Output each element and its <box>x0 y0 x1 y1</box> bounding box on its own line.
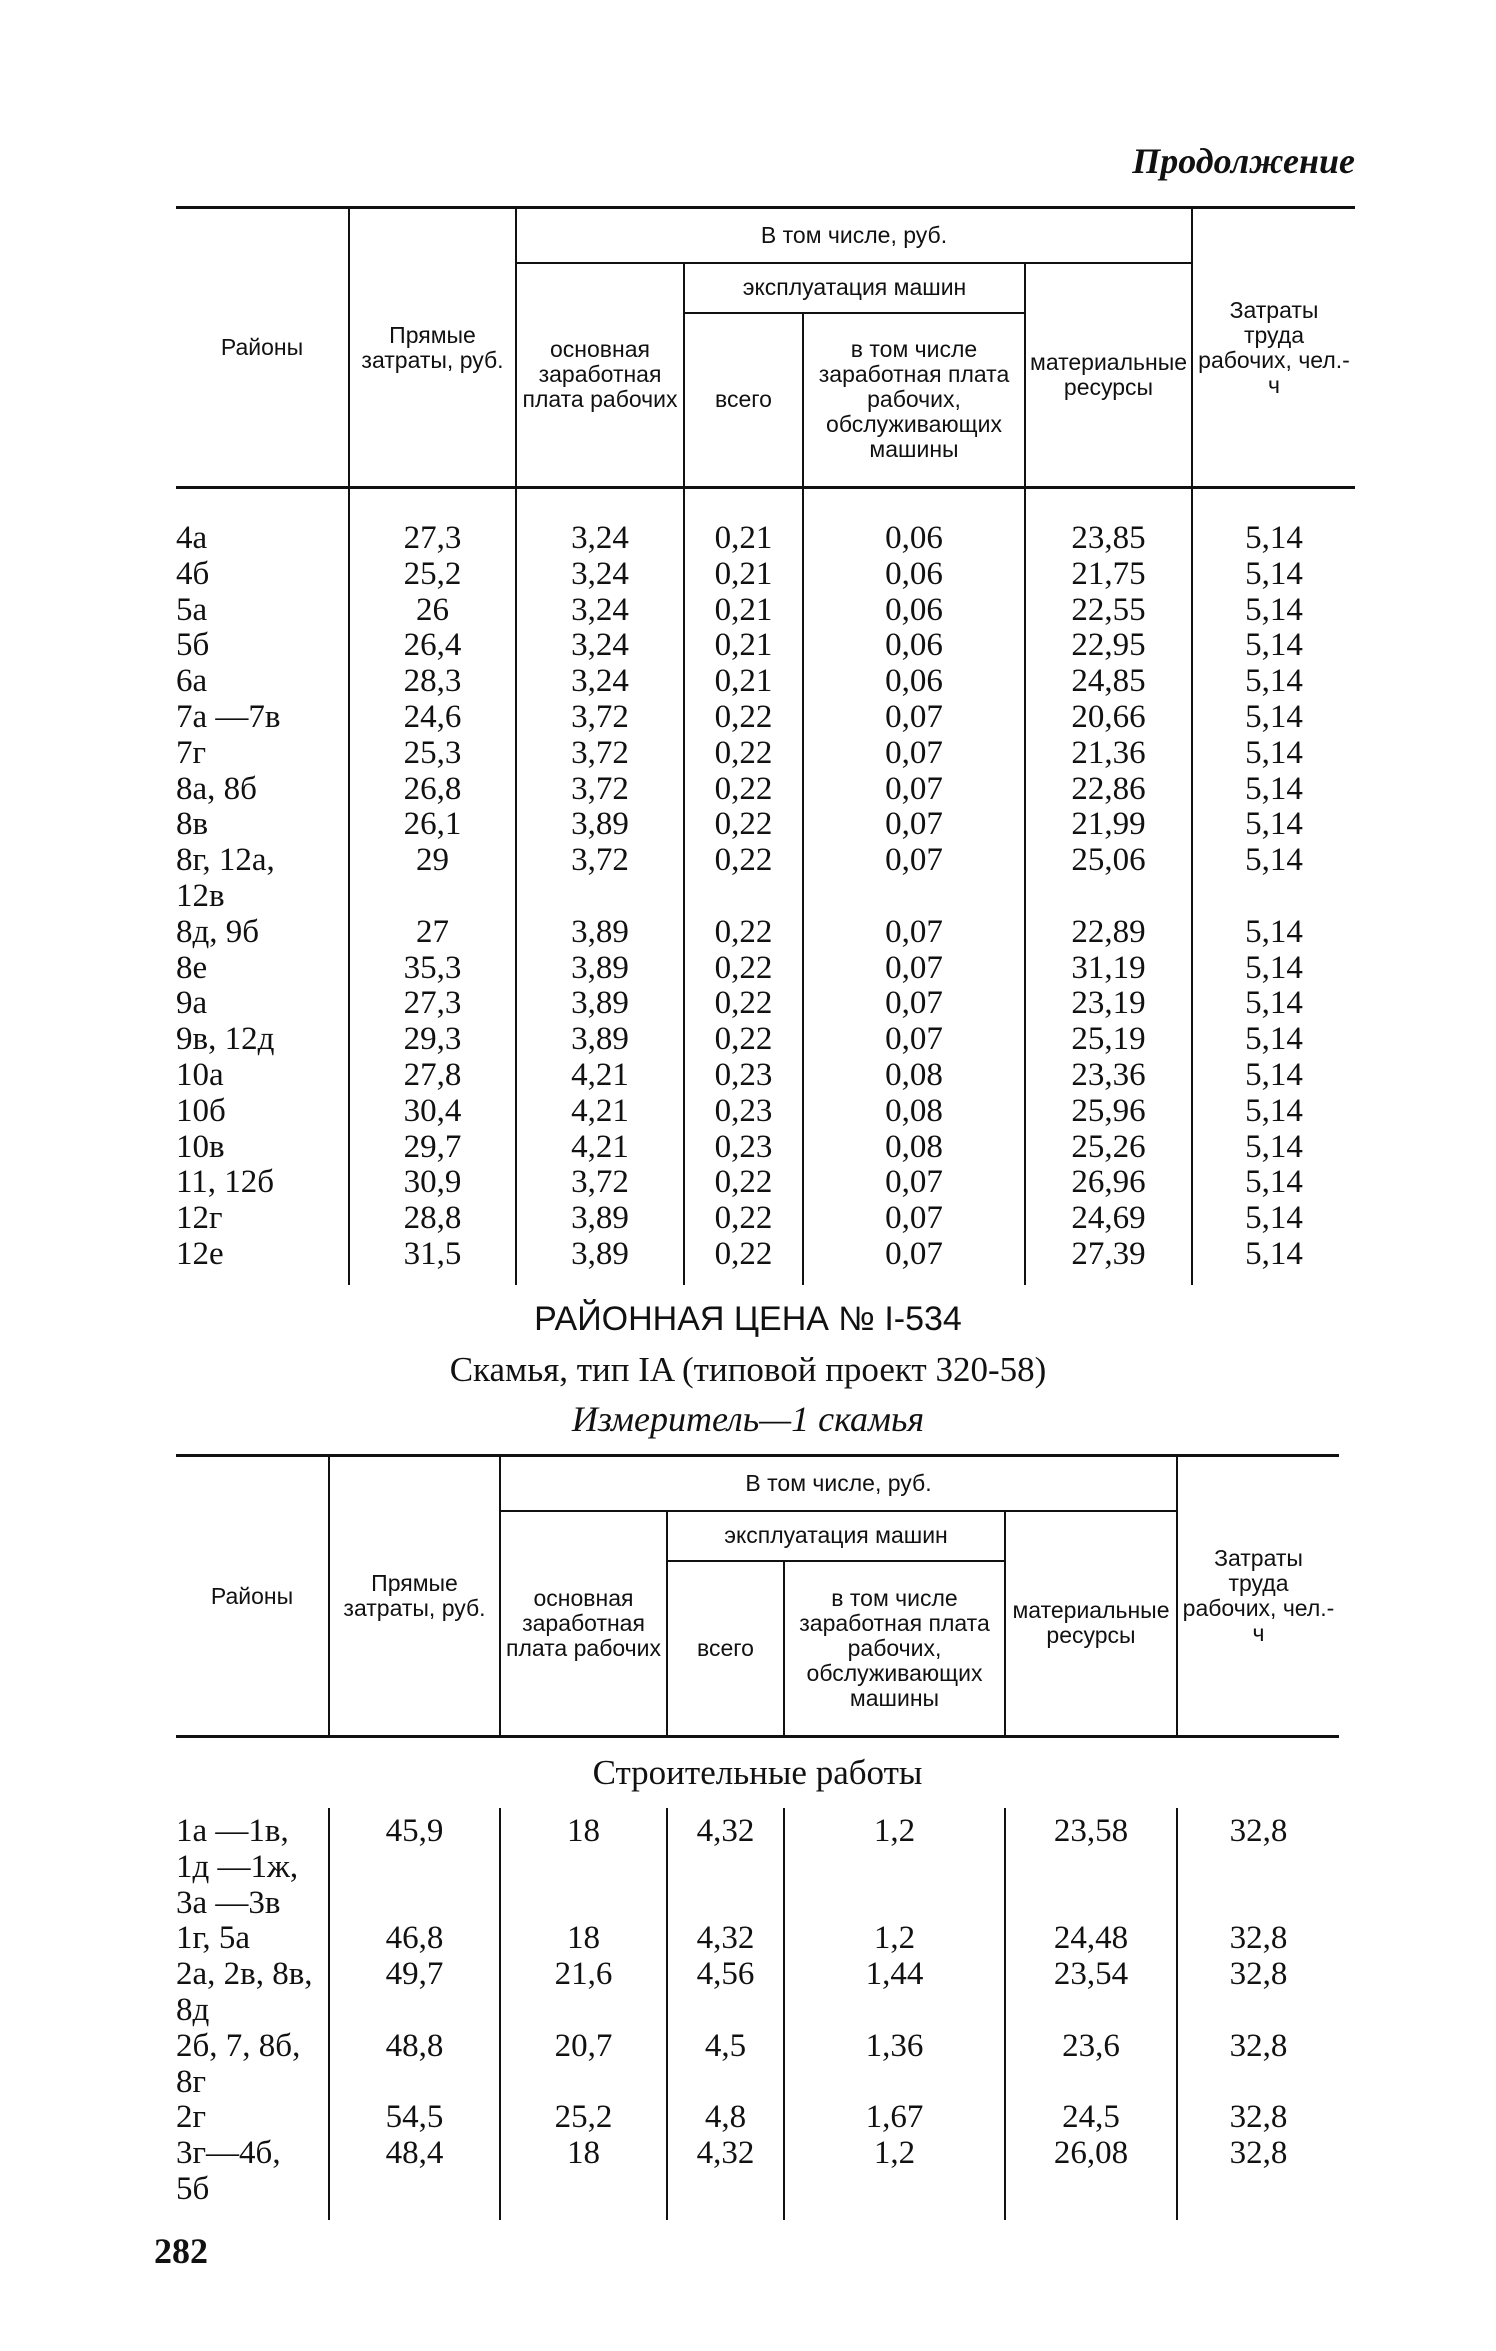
header-incl: В том числе, руб. <box>516 208 1192 263</box>
mach-cell: 0,22 <box>684 807 803 843</box>
item-name: Скамья, тип IA (типовой проект 320-58) <box>449 1350 1047 1389</box>
labor-cell: 5,14 <box>1192 986 1355 1022</box>
header-machines: эксплуатация машин <box>684 263 1025 313</box>
direct-cell: 27,8 <box>349 1058 516 1094</box>
direct-cell: 25,2 <box>349 557 516 593</box>
district-cell: 8а, 8б <box>176 770 257 807</box>
direct-cell: 29,3 <box>349 1022 516 1058</box>
direct-cell: 27 <box>349 915 516 951</box>
mach-wage-cell: 1,2 <box>784 2136 1005 2208</box>
direct-cell: 26,1 <box>349 807 516 843</box>
mat-cell: 24,69 <box>1025 1201 1192 1237</box>
mat-cell: 20,66 <box>1025 700 1192 736</box>
wage-cell: 3,72 <box>516 700 684 736</box>
labor-cell: 5,14 <box>1192 628 1355 664</box>
table-row <box>176 736 1355 772</box>
district-cell: 1г, 5а <box>176 1920 250 1957</box>
table-row <box>176 1237 1355 1273</box>
mach-wage-cell: 0,07 <box>803 1022 1025 1058</box>
spacer-cell <box>176 1273 349 1285</box>
table-row <box>176 772 1355 808</box>
mach-cell: 0,21 <box>684 521 803 557</box>
header-machines-wage: в том числе заработная плата рабочих, обслуживающих машины <box>803 313 1025 488</box>
direct-cell: 27,3 <box>349 521 516 557</box>
mach-cell: 0,22 <box>684 843 803 915</box>
district-cell: 8в <box>176 806 209 843</box>
labor-cell: 5,14 <box>1192 700 1355 736</box>
wage-cell: 21,6 <box>500 1957 667 2029</box>
mat-cell: 21,99 <box>1025 807 1192 843</box>
header-base-wage: основная заработная плата рабочих <box>516 263 684 488</box>
spacer-cell <box>684 488 803 522</box>
labor-cell: 5,14 <box>1192 915 1355 951</box>
labor-cell: 5,14 <box>1192 1237 1355 1273</box>
district-cell: 5б <box>176 627 210 664</box>
header-districts: Районы <box>176 208 349 488</box>
mach-cell: 0,22 <box>684 1165 803 1201</box>
mat-cell: 23,85 <box>1025 521 1192 557</box>
mach-wage-cell: 0,06 <box>803 664 1025 700</box>
mat-cell: 24,5 <box>1005 2100 1177 2136</box>
price-code: РАЙОННАЯ ЦЕНА № I-534 <box>534 1300 962 1338</box>
spacer-cell <box>516 1273 684 1285</box>
mach-wage-cell: 0,07 <box>803 1237 1025 1273</box>
wage-cell: 4,21 <box>516 1058 684 1094</box>
continuation-label: Продолжение <box>1132 141 1355 181</box>
mat-cell: 25,26 <box>1025 1130 1192 1166</box>
table-row <box>176 1022 1355 1058</box>
direct-cell: 45,9 <box>329 1814 500 1921</box>
header-labor: Затраты труда рабочих, чел.-ч <box>1192 208 1355 488</box>
header-districts: Районы <box>176 1456 329 1737</box>
mach-cell: 4,32 <box>667 2136 784 2208</box>
mat-cell: 25,96 <box>1025 1094 1192 1130</box>
wage-cell: 3,72 <box>516 772 684 808</box>
direct-cell: 25,3 <box>349 736 516 772</box>
labor-cell: 32,8 <box>1177 1814 1339 1921</box>
district-cell: 8г, 12а, 12в <box>176 842 275 914</box>
table-row <box>176 593 1355 629</box>
mach-wage-cell: 0,07 <box>803 843 1025 915</box>
wage-cell: 20,7 <box>500 2029 667 2101</box>
table-row <box>176 1130 1355 1166</box>
spacer-cell <box>500 2208 667 2220</box>
mach-cell: 0,22 <box>684 700 803 736</box>
spacer-cell <box>329 2208 500 2220</box>
wage-cell: 3,89 <box>516 986 684 1022</box>
mach-wage-cell: 0,07 <box>803 700 1025 736</box>
district-cell: 1а —1в, 1д —1ж, 3а —3в <box>176 1813 299 1921</box>
mach-wage-cell: 0,07 <box>803 1201 1025 1237</box>
header-machines-total: всего <box>667 1561 784 1737</box>
district-cell: 10в <box>176 1128 225 1165</box>
table-row <box>176 915 1355 951</box>
price-table-i534 <box>176 1454 1339 2220</box>
table-row <box>176 1094 1355 1130</box>
direct-cell: 35,3 <box>349 951 516 987</box>
mach-cell: 0,23 <box>684 1058 803 1094</box>
district-cell: 12е <box>176 1235 224 1272</box>
labor-cell: 5,14 <box>1192 807 1355 843</box>
labor-cell: 5,14 <box>1192 1201 1355 1237</box>
direct-cell: 26,8 <box>349 772 516 808</box>
mat-cell: 26,96 <box>1025 1165 1192 1201</box>
table-row <box>176 2136 1339 2208</box>
header-incl: В том числе, руб. <box>500 1456 1177 1511</box>
table-row <box>176 1921 1339 1957</box>
header-machines-wage: в том числе заработная плата рабочих, обслуживающих машины <box>784 1561 1005 1737</box>
spacer-cell <box>784 2208 1005 2220</box>
spacer-cell <box>1005 2208 1177 2220</box>
table-row <box>176 557 1355 593</box>
labor-cell: 32,8 <box>1177 1957 1339 2029</box>
labor-cell: 5,14 <box>1192 1130 1355 1166</box>
district-cell: 9в, 12д <box>176 1021 275 1058</box>
direct-cell: 29,7 <box>349 1130 516 1166</box>
mat-cell: 23,19 <box>1025 986 1192 1022</box>
table-row <box>176 1058 1355 1094</box>
spacer-cell <box>1192 488 1355 522</box>
district-cell: 10б <box>176 1092 226 1129</box>
wage-cell: 3,89 <box>516 1201 684 1237</box>
mat-cell: 24,85 <box>1025 664 1192 700</box>
spacer-cell <box>803 488 1025 522</box>
page-number: 282 <box>154 2231 208 2271</box>
wage-cell: 3,72 <box>516 736 684 772</box>
table-row <box>176 951 1355 987</box>
mach-cell: 0,22 <box>684 1022 803 1058</box>
mat-cell: 31,19 <box>1025 951 1192 987</box>
mach-cell: 0,23 <box>684 1094 803 1130</box>
mat-cell: 21,75 <box>1025 557 1192 593</box>
district-cell: 4а <box>176 520 208 556</box>
table-row <box>176 807 1355 843</box>
labor-cell: 5,14 <box>1192 1022 1355 1058</box>
wage-cell: 4,21 <box>516 1130 684 1166</box>
wage-cell: 3,89 <box>516 1022 684 1058</box>
mat-cell: 21,36 <box>1025 736 1192 772</box>
labor-cell: 32,8 <box>1177 1921 1339 1957</box>
table-row <box>176 986 1355 1022</box>
mach-wage-cell: 0,07 <box>803 807 1025 843</box>
labor-cell: 5,14 <box>1192 664 1355 700</box>
spacer-cell <box>1192 1273 1355 1285</box>
district-cell: 12г <box>176 1200 223 1237</box>
table-row <box>176 1957 1339 2029</box>
mach-wage-cell: 0,08 <box>803 1058 1025 1094</box>
labor-cell: 5,14 <box>1192 951 1355 987</box>
wage-cell: 25,2 <box>500 2100 667 2136</box>
wage-cell: 3,72 <box>516 843 684 915</box>
table-row <box>176 700 1355 736</box>
mach-cell: 4,32 <box>667 1921 784 1957</box>
direct-cell: 49,7 <box>329 1957 500 2029</box>
labor-cell: 32,8 <box>1177 2100 1339 2136</box>
mach-cell: 0,23 <box>684 1130 803 1166</box>
district-cell: 6а <box>176 663 208 700</box>
direct-cell: 26,4 <box>349 628 516 664</box>
mach-wage-cell: 0,06 <box>803 557 1025 593</box>
spacer-cell <box>1025 1273 1192 1285</box>
wage-cell: 3,24 <box>516 628 684 664</box>
direct-cell: 48,4 <box>329 2136 500 2208</box>
table-row <box>176 1201 1355 1237</box>
district-cell: 11, 12б <box>176 1164 275 1201</box>
district-cell: 8д, 9б <box>176 913 260 950</box>
wage-cell: 18 <box>500 1814 667 1921</box>
labor-cell: 5,14 <box>1192 1094 1355 1130</box>
district-cell: 2а, 2в, 8в, 8д <box>176 1956 313 2028</box>
direct-cell: 24,6 <box>349 700 516 736</box>
mat-cell: 22,95 <box>1025 628 1192 664</box>
spacer-cell <box>516 488 684 522</box>
labor-cell: 5,14 <box>1192 843 1355 915</box>
district-cell: 5а <box>176 591 208 628</box>
spacer-cell <box>667 2208 784 2220</box>
direct-cell: 46,8 <box>329 1921 500 1957</box>
district-cell: 8е <box>176 949 208 986</box>
wage-cell: 3,24 <box>516 557 684 593</box>
mach-cell: 0,21 <box>684 557 803 593</box>
mach-cell: 0,22 <box>684 736 803 772</box>
direct-cell: 31,5 <box>349 1237 516 1273</box>
spacer-cell <box>349 488 516 522</box>
mach-wage-cell: 0,07 <box>803 772 1025 808</box>
mach-wage-cell: 0,07 <box>803 986 1025 1022</box>
mach-wage-cell: 0,07 <box>803 736 1025 772</box>
mach-wage-cell: 0,07 <box>803 1165 1025 1201</box>
mach-wage-cell: 0,07 <box>803 951 1025 987</box>
district-cell: 2б, 7, 8б, 8г <box>176 2027 301 2100</box>
mach-cell: 0,22 <box>684 1237 803 1273</box>
district-cell: 7г <box>176 734 207 771</box>
wage-cell: 3,24 <box>516 664 684 700</box>
mat-cell: 24,48 <box>1005 1921 1177 1957</box>
mach-cell: 4,32 <box>667 1814 784 1921</box>
district-cell: 3г—4б, 5б <box>176 2135 281 2207</box>
direct-cell: 48,8 <box>329 2029 500 2101</box>
mach-cell: 0,22 <box>684 915 803 951</box>
wage-cell: 3,72 <box>516 1165 684 1201</box>
measurement-unit: Измеритель—1 скамья <box>571 1399 925 1439</box>
spacer-cell <box>349 1273 516 1285</box>
mach-cell: 0,22 <box>684 1201 803 1237</box>
mach-cell: 0,22 <box>684 951 803 987</box>
mach-wage-cell: 1,44 <box>784 1957 1005 2029</box>
header-materials: материальные ресурсы <box>1005 1511 1177 1737</box>
mach-wage-cell: 1,67 <box>784 2100 1005 2136</box>
spacer-cell <box>684 1273 803 1285</box>
mat-cell: 27,39 <box>1025 1237 1192 1273</box>
mat-cell: 25,19 <box>1025 1022 1192 1058</box>
mach-wage-cell: 0,08 <box>803 1130 1025 1166</box>
table-row <box>176 1165 1355 1201</box>
wage-cell: 18 <box>500 2136 667 2208</box>
direct-cell: 27,3 <box>349 986 516 1022</box>
mach-wage-cell: 0,07 <box>803 915 1025 951</box>
mat-cell: 22,86 <box>1025 772 1192 808</box>
mach-cell: 0,21 <box>684 664 803 700</box>
wage-cell: 3,24 <box>516 593 684 629</box>
spacer-cell <box>803 1273 1025 1285</box>
header-machines: эксплуатация машин <box>667 1511 1005 1561</box>
labor-cell: 5,14 <box>1192 521 1355 557</box>
mach-cell: 0,21 <box>684 628 803 664</box>
spacer-cell <box>176 488 349 522</box>
wage-cell: 3,89 <box>516 951 684 987</box>
mach-wage-cell: 1,2 <box>784 1814 1005 1921</box>
mach-wage-cell: 0,06 <box>803 593 1025 629</box>
mat-cell: 26,08 <box>1005 2136 1177 2208</box>
wage-cell: 4,21 <box>516 1094 684 1130</box>
direct-cell: 30,4 <box>349 1094 516 1130</box>
labor-cell: 5,14 <box>1192 1058 1355 1094</box>
direct-cell: 26 <box>349 593 516 629</box>
labor-cell: 5,14 <box>1192 772 1355 808</box>
spacer-cell <box>1177 2208 1339 2220</box>
mach-wage-cell: 1,36 <box>784 2029 1005 2101</box>
header-direct-costs: Прямые затраты, руб. <box>329 1456 500 1737</box>
wage-cell: 3,89 <box>516 915 684 951</box>
mach-wage-cell: 0,06 <box>803 521 1025 557</box>
district-cell: 2г <box>176 2099 207 2136</box>
wage-cell: 3,89 <box>516 807 684 843</box>
mat-cell: 23,54 <box>1005 1957 1177 2029</box>
mat-cell: 23,36 <box>1025 1058 1192 1094</box>
mach-cell: 0,22 <box>684 772 803 808</box>
wage-cell: 18 <box>500 1921 667 1957</box>
direct-cell: 28,3 <box>349 664 516 700</box>
table-row <box>176 1814 1339 1921</box>
mat-cell: 25,06 <box>1025 843 1192 915</box>
mach-wage-cell: 0,06 <box>803 628 1025 664</box>
mach-wage-cell: 1,2 <box>784 1921 1005 1957</box>
header-labor: Затраты труда рабочих, чел.-ч <box>1177 1456 1339 1737</box>
mach-cell: 4,56 <box>667 1957 784 2029</box>
direct-cell: 30,9 <box>349 1165 516 1201</box>
header-materials: материальные ресурсы <box>1025 263 1192 488</box>
mach-cell: 0,21 <box>684 593 803 629</box>
labor-cell: 5,14 <box>1192 593 1355 629</box>
direct-cell: 29 <box>349 843 516 915</box>
table-row <box>176 521 1355 557</box>
spacer-cell <box>176 2208 329 2220</box>
table-row <box>176 843 1355 915</box>
labor-cell: 32,8 <box>1177 2136 1339 2208</box>
district-cell: 4б <box>176 555 210 592</box>
header-base-wage: основная заработная плата рабочих <box>500 1511 667 1737</box>
labor-cell: 5,14 <box>1192 557 1355 593</box>
mat-cell: 22,89 <box>1025 915 1192 951</box>
mach-wage-cell: 0,08 <box>803 1094 1025 1130</box>
mat-cell: 23,6 <box>1005 2029 1177 2101</box>
wage-cell: 3,89 <box>516 1237 684 1273</box>
mach-cell: 0,22 <box>684 986 803 1022</box>
section-heading: Строительные работы <box>592 1753 923 1793</box>
direct-cell: 28,8 <box>349 1201 516 1237</box>
mat-cell: 23,58 <box>1005 1814 1177 1921</box>
header-direct-costs: Прямые затраты, руб. <box>349 208 516 488</box>
labor-cell: 32,8 <box>1177 2029 1339 2101</box>
district-cell: 10а <box>176 1056 224 1093</box>
table-row <box>176 2100 1339 2136</box>
mat-cell: 22,55 <box>1025 593 1192 629</box>
district-cell: 9а <box>176 985 208 1022</box>
price-table-continued <box>176 206 1355 1285</box>
district-cell: 7а —7в <box>176 698 281 735</box>
labor-cell: 5,14 <box>1192 736 1355 772</box>
table-row <box>176 664 1355 700</box>
mach-cell: 4,5 <box>667 2029 784 2101</box>
header-machines-total: всего <box>684 313 803 488</box>
direct-cell: 54,5 <box>329 2100 500 2136</box>
labor-cell: 5,14 <box>1192 1165 1355 1201</box>
table-row <box>176 2029 1339 2101</box>
mach-cell: 4,8 <box>667 2100 784 2136</box>
table-row <box>176 628 1355 664</box>
wage-cell: 3,24 <box>516 521 684 557</box>
spacer-cell <box>1025 488 1192 522</box>
